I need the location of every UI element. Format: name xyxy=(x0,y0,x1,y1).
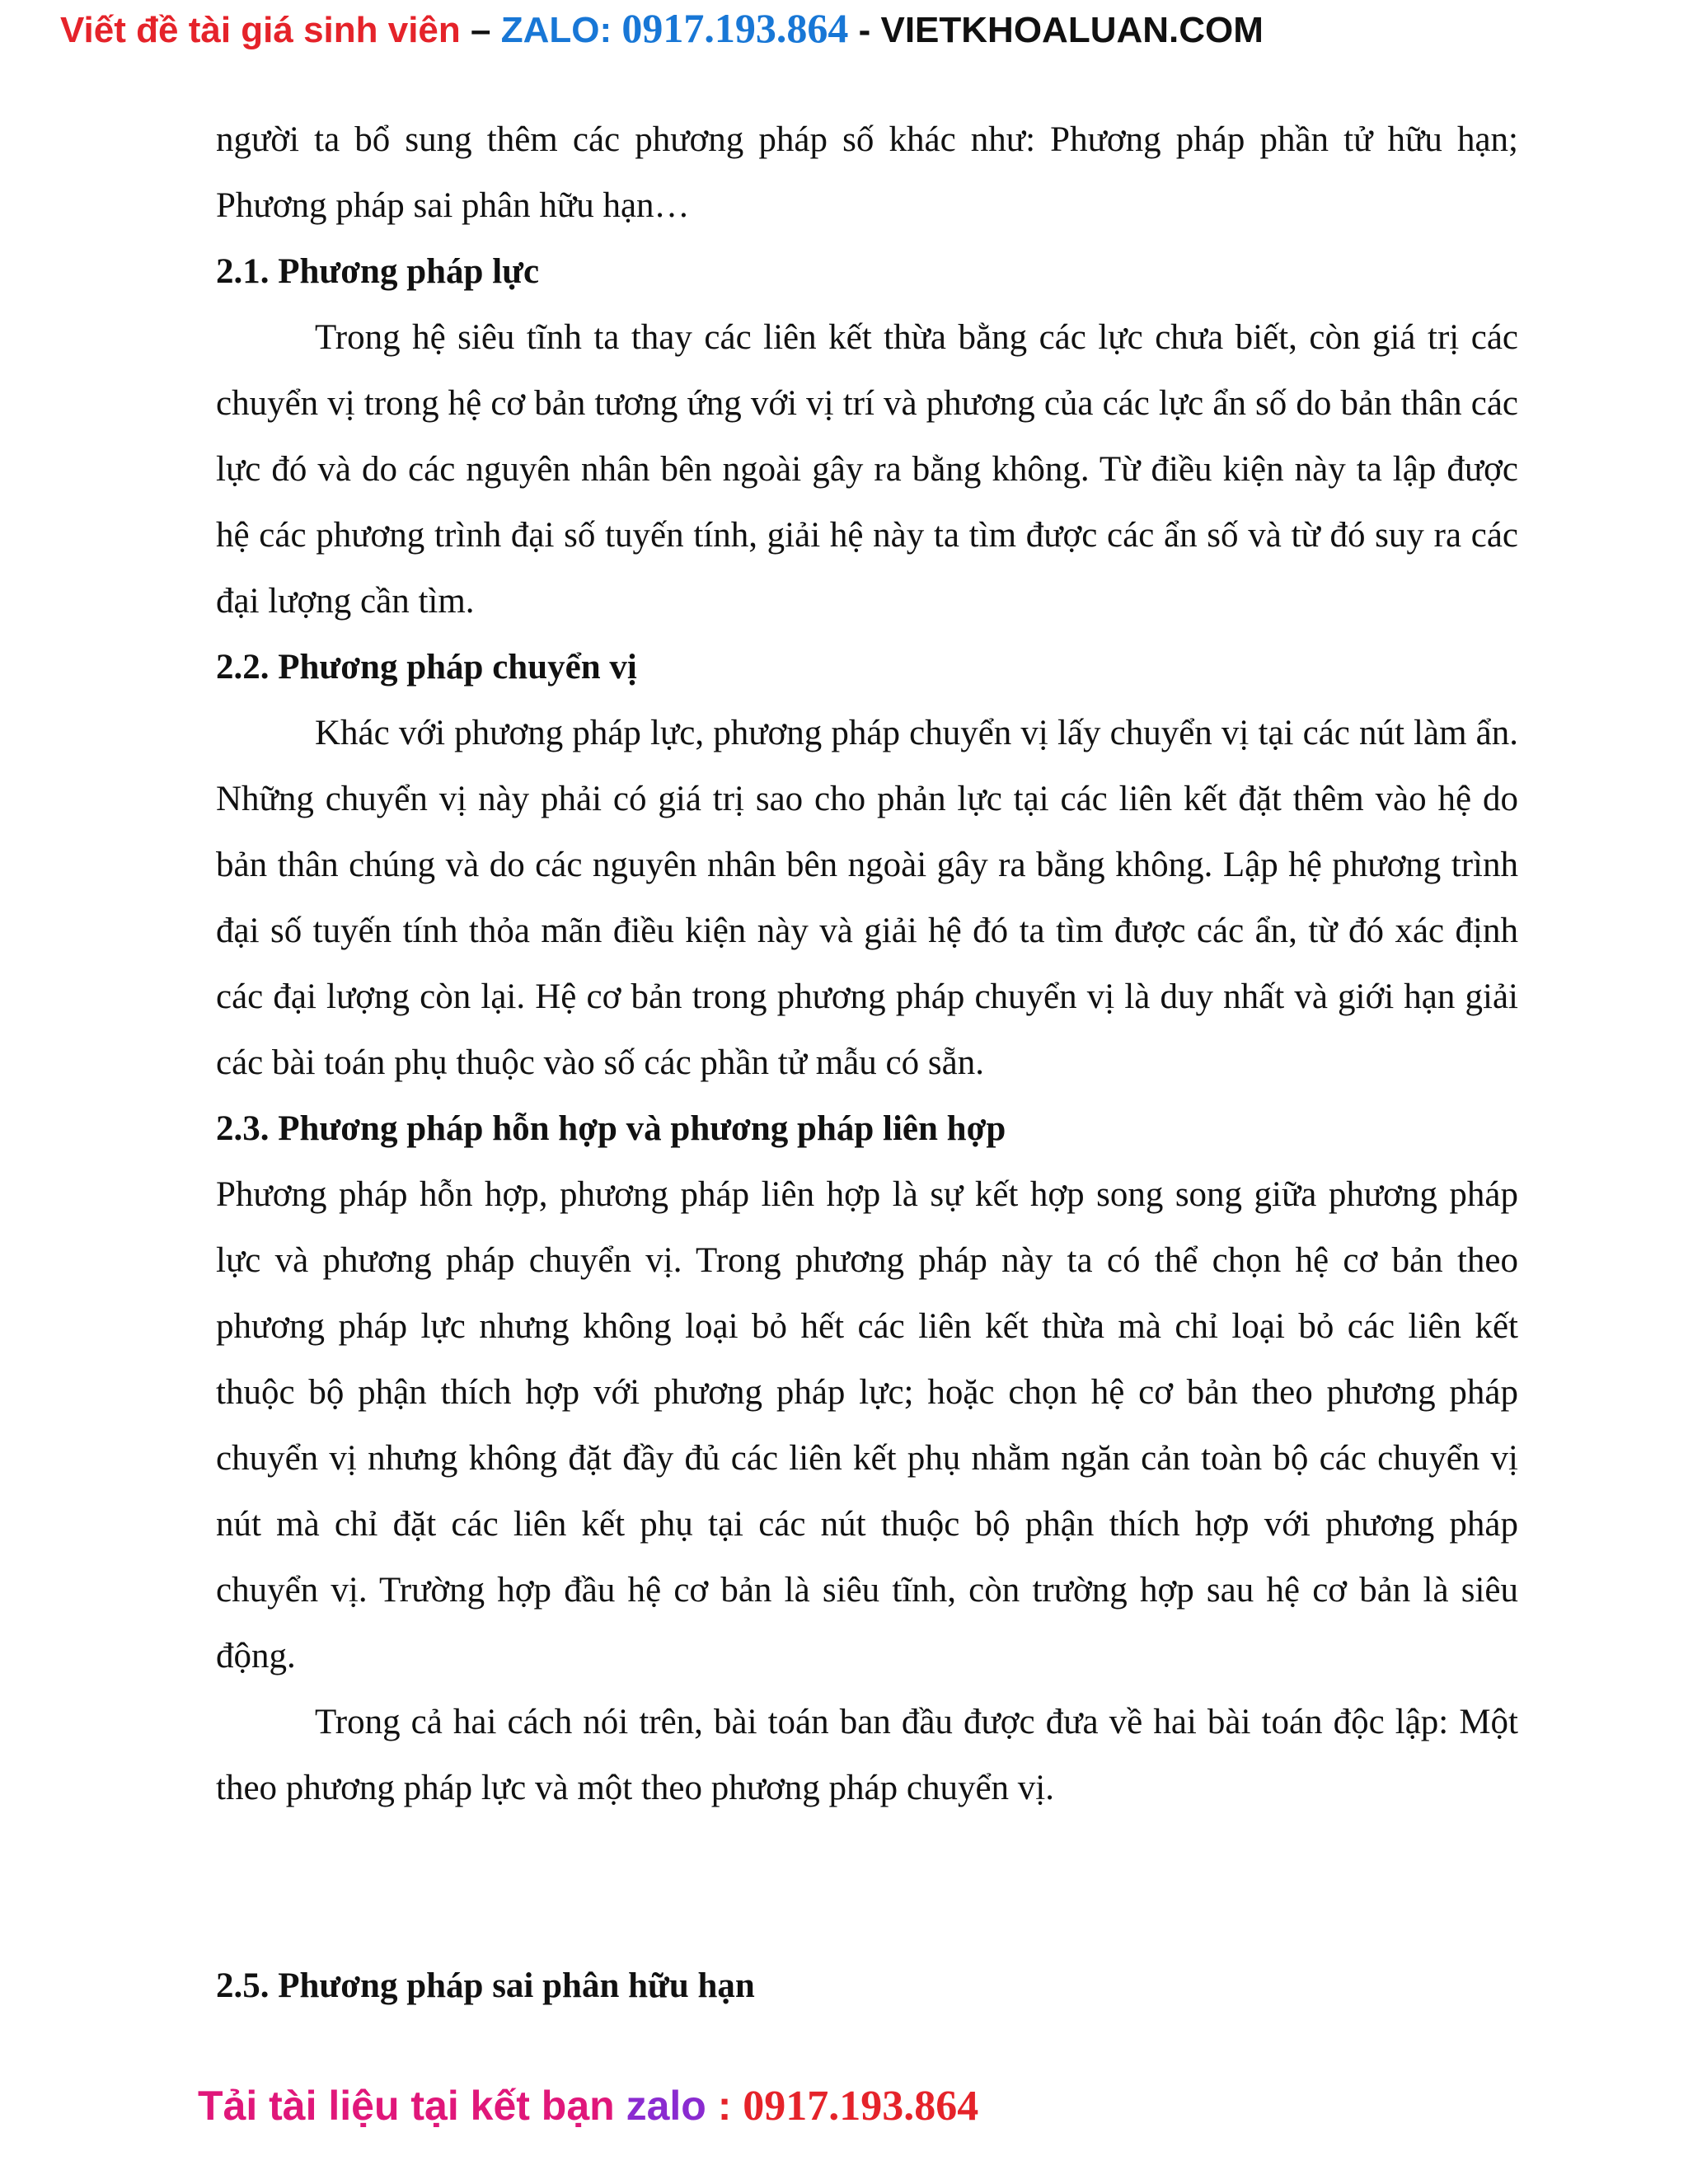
section-heading-2-1: 2.1. Phương pháp lực xyxy=(216,252,540,291)
banner-service-text: Viết đề tài giá sinh viên xyxy=(60,10,461,50)
section-2-2-paragraph: Khác với phương pháp lực, phương pháp chuyển vị lấy chuyển vị tại các nút làm ẩn. Những chuyển vị này phải có giá trị sao cho phản lực tại các liên kết đặt thêm vào hệ do bản thân chúng và do các nguyên nhân bên ngoài gây ra bằng không. Lập hệ phương trình đại số tuyến tính thỏa mãn điều kiện này và giải hệ đó ta tìm được các ẩn, từ đó xác định các đại lượng còn lại. Hệ cơ bản trong phương pháp chuyển vị là duy nhất và giới hạn giải các bài toán phụ thuộc vào số các phần tử mẫu có sẵn. xyxy=(216,714,1518,1082)
banner-separator: – xyxy=(460,10,501,50)
banner-separator-2: - xyxy=(848,10,881,50)
document-body xyxy=(216,107,1518,2019)
banner-website: VIETKHOALUAN.COM xyxy=(880,10,1264,50)
blank-space xyxy=(216,1821,1518,1953)
section-2-1-paragraph: Trong hệ siêu tĩnh ta thay các liên kết thừa bằng các lực chưa biết, còn giá trị các chuyển vị trong hệ cơ bản tương ứng với vị trí và phương của các lực ẩn số do bản thân các lực đó và do các nguyên nhân bên ngoài gây ra bằng không. Từ điều kiện này ta lập được hệ các phương trình đại số tuyến tính, giải hệ này ta tìm được các ẩn số và từ đó suy ra các đại lượng cần tìm. xyxy=(216,318,1518,621)
section-heading-2-5: 2.5. Phương pháp sai phân hữu hạn xyxy=(216,1966,755,2005)
bottom-banner-text: Tải tài liệu tại kết bạn xyxy=(198,2083,626,2129)
bottom-banner-zalo: zalo xyxy=(626,2083,706,2129)
bottom-banner-separator: : xyxy=(706,2083,743,2129)
section-heading-2-2: 2.2. Phương pháp chuyển vị xyxy=(216,648,637,687)
banner-phone-number: 0917.193.864 xyxy=(621,5,849,51)
section-2-3-paragraph-2: Trong cả hai cách nói trên, bài toán ban đầu được đưa về hai bài toán độc lập: Một theo phương pháp lực và một theo phương pháp chuyển vị. xyxy=(216,1703,1518,1807)
top-promo-banner xyxy=(60,3,1264,55)
bottom-banner-phone: 0917.193.864 xyxy=(743,2083,979,2130)
bottom-promo-banner xyxy=(198,2077,978,2135)
banner-zalo-label: ZALO: xyxy=(500,10,622,50)
section-heading-2-3: 2.3. Phương pháp hỗn hợp và phương pháp liên hợp xyxy=(216,1109,1006,1148)
section-2-3-paragraph-1: Phương pháp hỗn hợp, phương pháp liên hợp là sự kết hợp song song giữa phương pháp lực và phương pháp chuyển vị. Trong phương pháp này ta có thể chọn hệ cơ bản theo phương pháp lực nhưng không loại bỏ hết các liên kết thừa mà chỉ loại bỏ các liên kết thuộc bộ phận thích hợp với phương pháp lực; hoặc chọn hệ cơ bản theo phương pháp chuyển vị nhưng không đặt đầy đủ các liên kết phụ nhằm ngăn cản toàn bộ các chuyển vị nút mà chỉ đặt các liên kết phụ tại các nút thuộc bộ phận thích hợp với phương pháp chuyển vị. Trường hợp đầu hệ cơ bản là siêu tĩnh, còn trường hợp sau hệ cơ bản là siêu động. xyxy=(216,1175,1518,1675)
intro-paragraph: người ta bổ sung thêm các phương pháp số khác như: Phương pháp phần tử hữu hạn; Phương pháp sai phân hữu hạn… xyxy=(216,120,1518,225)
